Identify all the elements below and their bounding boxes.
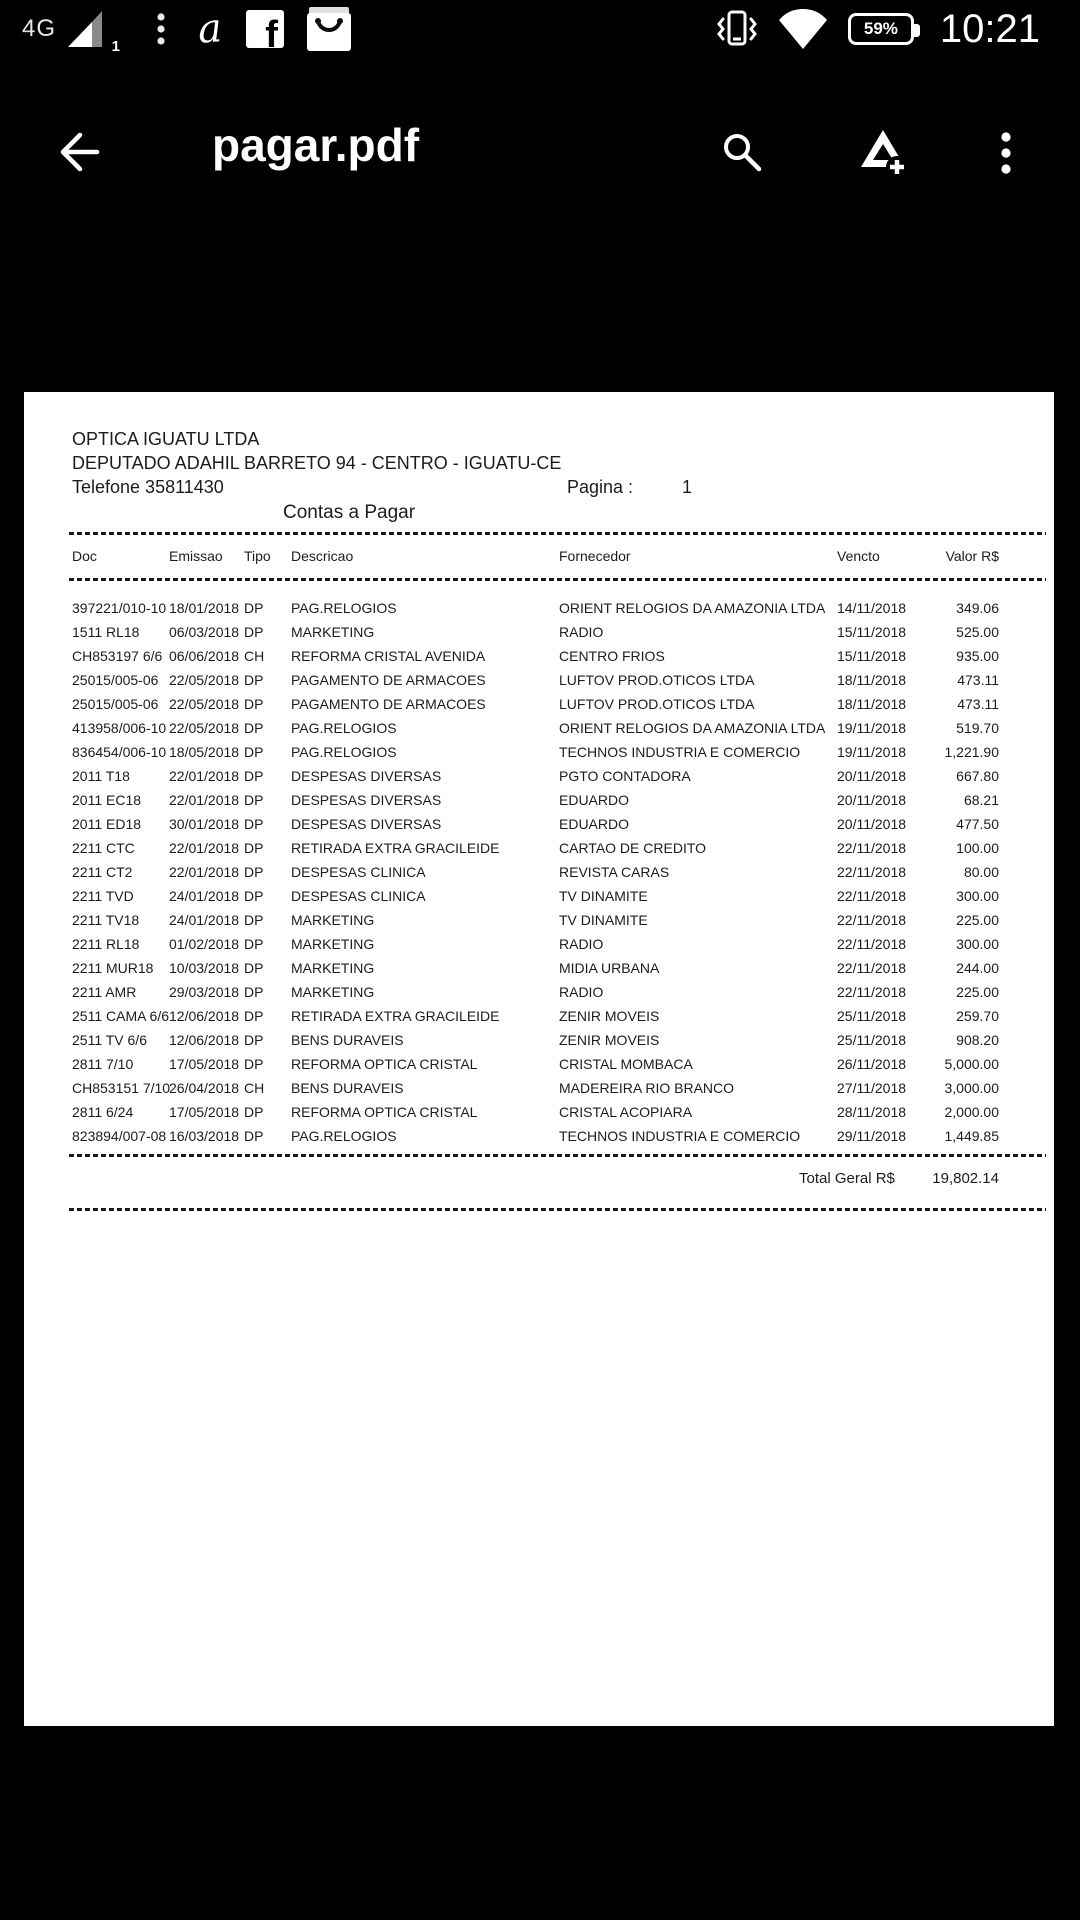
table-row [72, 1124, 999, 1148]
table-cell: 25015/005-06 [72, 696, 159, 712]
table-cell: 22/11/2018 [837, 984, 907, 1000]
table-row [72, 932, 999, 956]
back-arrow-icon [52, 126, 104, 178]
table-cell: 935.00 [956, 648, 999, 664]
table-cell: 22/05/2018 [169, 696, 240, 712]
table-row [72, 668, 999, 692]
table-cell: TECHNOS INDUSTRIA E COMERCIO [559, 1128, 801, 1144]
table-cell: 27/11/2018 [837, 1080, 907, 1096]
table-cell: CH853197 6/6 [72, 648, 163, 664]
table-cell: 25015/005-06 [72, 672, 159, 688]
table-cell: 17/05/2018 [169, 1104, 240, 1120]
column-header-emissao: Emissao [169, 548, 223, 564]
table-cell: RADIO [559, 984, 604, 1000]
table-cell: REFORMA OPTICA CRISTAL [291, 1104, 478, 1120]
table-cell: 29/11/2018 [837, 1128, 907, 1144]
table-cell: 20/11/2018 [837, 816, 907, 832]
table-cell: 259.70 [956, 1008, 999, 1024]
table-cell: 2811 6/24 [72, 1104, 134, 1120]
table-cell: MARKETING [291, 936, 375, 952]
table-cell: BENS DURAVEIS [291, 1080, 404, 1096]
table-cell: 477.50 [956, 816, 999, 832]
table-cell: 2011 T18 [72, 768, 130, 784]
table-cell: REFORMA CRISTAL AVENIDA [291, 648, 486, 664]
table-cell: EDUARDO [559, 816, 630, 832]
table-cell: 68.21 [963, 792, 999, 808]
dashed-divider [69, 1154, 1046, 1157]
report-title: Contas a Pagar [283, 502, 416, 523]
table-cell: 1,221.90 [944, 744, 999, 760]
table-cell: 12/06/2018 [169, 1008, 240, 1024]
vibrate-icon [714, 7, 760, 51]
table-cell: RETIRADA EXTRA GRACILEIDE [291, 1008, 500, 1024]
search-icon [718, 128, 766, 176]
table-row [72, 1028, 999, 1052]
table-cell: 5,000.00 [944, 1056, 999, 1072]
table-cell: CRISTAL MOMBACA [559, 1056, 693, 1072]
table-cell: TV DINAMITE [559, 912, 648, 928]
table-cell: 25/11/2018 [837, 1032, 907, 1048]
table-cell: 22/11/2018 [837, 840, 907, 856]
add-to-drive-button[interactable] [858, 126, 912, 183]
table-cell: MIDIA URBANA [559, 960, 660, 976]
table-cell: 2211 CTC [72, 840, 135, 856]
table-cell: DP [244, 672, 264, 688]
table-cell: 12/06/2018 [169, 1032, 240, 1048]
table-cell: 22/11/2018 [837, 936, 907, 952]
table-cell: 413958/006-10 [72, 720, 167, 736]
table-header-row [72, 548, 999, 564]
table-cell: DESPESAS DIVERSAS [291, 768, 442, 784]
table-cell: 2211 RL18 [72, 936, 140, 952]
table-cell: 2511 CAMA 6/6 [72, 1008, 170, 1024]
table-cell: RADIO [559, 624, 604, 640]
table-cell: 20/11/2018 [837, 768, 907, 784]
total-label: Total Geral R$ [799, 1170, 895, 1187]
table-cell: DP [244, 912, 264, 928]
phone-label: Telefone 35811430 [72, 477, 224, 497]
table-row [72, 980, 999, 1004]
table-cell: 519.70 [956, 720, 999, 736]
table-cell: DESPESAS CLINICA [291, 888, 426, 904]
pdf-page[interactable] [24, 392, 1054, 1726]
table-cell: 667.80 [956, 768, 999, 784]
table-cell: 225.00 [956, 984, 999, 1000]
table-cell: DP [244, 936, 264, 952]
shopping-bag-icon [304, 5, 354, 53]
table-cell: 349.06 [956, 600, 999, 616]
table-cell: MARKETING [291, 624, 375, 640]
table-cell: 26/11/2018 [837, 1056, 907, 1072]
table-cell: ZENIR MOVEIS [559, 1032, 660, 1048]
overflow-menu-button[interactable] [1000, 130, 1012, 179]
table-cell: 20/11/2018 [837, 792, 907, 808]
table-cell: DP [244, 600, 264, 616]
table-cell: ZENIR MOVEIS [559, 1008, 660, 1024]
company-name: OPTICA IGUATU LTDA [72, 429, 260, 449]
table-cell: MARKETING [291, 912, 375, 928]
table-cell: 2211 AMR [72, 984, 137, 1000]
table-cell: DESPESAS CLINICA [291, 864, 426, 880]
table-cell: DP [244, 768, 264, 784]
table-cell: DP [244, 840, 264, 856]
signal-icon [66, 7, 121, 55]
table-cell: PAG.RELOGIOS [291, 720, 397, 736]
table-row [72, 836, 999, 860]
table-row [72, 740, 999, 764]
overflow-menu-icon [1000, 130, 1012, 176]
table-cell: EDUARDO [559, 792, 630, 808]
battery-percent-label: 59% [863, 19, 898, 38]
table-row [72, 1100, 999, 1124]
clock-label: 10:21 [939, 6, 1040, 51]
table-cell: TV DINAMITE [559, 888, 648, 904]
table-cell: 2,000.00 [944, 1104, 999, 1120]
phone-line [72, 476, 693, 498]
table-row [72, 644, 999, 668]
table-cell: DP [244, 744, 264, 760]
table-cell: DP [244, 696, 264, 712]
page-number: 1 [682, 477, 693, 497]
total-value: 19,802.14 [932, 1170, 999, 1187]
table-cell: 26/04/2018 [169, 1080, 240, 1096]
table-cell: 22/01/2018 [169, 840, 240, 856]
table-cell: 17/05/2018 [169, 1056, 240, 1072]
table-cell: 19/11/2018 [837, 744, 907, 760]
table-cell: 2211 CT2 [72, 864, 133, 880]
table-cell: 22/05/2018 [169, 672, 240, 688]
column-header-tipo: Tipo [244, 548, 271, 564]
table-cell: 1,449.85 [944, 1128, 999, 1144]
table-cell: PAGAMENTO DE ARMACOES [291, 672, 486, 688]
table-cell: 18/05/2018 [169, 744, 240, 760]
table-cell: BENS DURAVEIS [291, 1032, 404, 1048]
table-cell: RADIO [559, 936, 604, 952]
search-button[interactable] [718, 128, 766, 179]
table-cell: 24/01/2018 [169, 888, 240, 904]
table-cell: 22/01/2018 [169, 864, 240, 880]
table-cell: REFORMA OPTICA CRISTAL [291, 1056, 478, 1072]
table-cell: DP [244, 624, 264, 640]
table-cell: 1511 RL18 [72, 624, 140, 640]
table-row [72, 1076, 999, 1100]
table-cell: 2211 TV18 [72, 912, 140, 928]
table-cell: 01/02/2018 [169, 936, 240, 952]
table-cell: LUFTOV PROD.OTICOS LTDA [559, 696, 755, 712]
table-cell: 225.00 [956, 912, 999, 928]
table-cell: 15/11/2018 [837, 648, 907, 664]
table-cell: 300.00 [956, 888, 999, 904]
page-label: Pagina : [567, 477, 634, 497]
table-row [72, 1052, 999, 1076]
table-cell: CENTRO FRIOS [559, 648, 665, 664]
table-cell: 823894/007-08 [72, 1128, 167, 1144]
table-cell: MARKETING [291, 960, 375, 976]
table-cell: 2811 7/10 [72, 1056, 134, 1072]
table-cell: DP [244, 888, 264, 904]
table-cell: 30/01/2018 [169, 816, 240, 832]
table-cell: 2511 TV 6/6 [72, 1032, 147, 1048]
table-cell: 22/01/2018 [169, 768, 240, 784]
facebook-icon: f [246, 10, 284, 48]
table-body [72, 596, 999, 1148]
table-cell: 28/11/2018 [837, 1104, 907, 1120]
table-cell: 22/11/2018 [837, 888, 907, 904]
table-cell: DP [244, 1056, 264, 1072]
table-cell: PGTO CONTADORA [559, 768, 691, 784]
table-row [72, 764, 999, 788]
app-toolbar [0, 90, 1080, 220]
table-row [72, 692, 999, 716]
table-cell: 10/03/2018 [169, 960, 240, 976]
table-cell: DP [244, 792, 264, 808]
table-cell: PAGAMENTO DE ARMACOES [291, 696, 486, 712]
table-cell: 14/11/2018 [837, 600, 907, 616]
table-cell: 397221/010-10 [72, 600, 167, 616]
table-cell: 22/05/2018 [169, 720, 240, 736]
table-cell: DP [244, 720, 264, 736]
table-cell: 3,000.00 [944, 1080, 999, 1096]
dashed-divider [69, 1208, 1046, 1211]
table-cell: DP [244, 864, 264, 880]
table-cell: 2211 MUR18 [72, 960, 154, 976]
table-row [72, 956, 999, 980]
table-cell: 525.00 [956, 624, 999, 640]
table-cell: 2011 EC18 [72, 792, 142, 808]
wifi-icon [776, 8, 830, 50]
table-cell: 100.00 [956, 840, 999, 856]
table-cell: 22/11/2018 [837, 960, 907, 976]
table-cell: 18/11/2018 [837, 672, 907, 688]
table-cell: DP [244, 984, 264, 1000]
table-cell: 15/11/2018 [837, 624, 907, 640]
column-header-valor: Valor R$ [945, 548, 999, 564]
network-type-label: 4G [22, 15, 57, 42]
table-cell: DP [244, 1104, 264, 1120]
column-header-doc: Doc [72, 548, 97, 564]
document-title: pagar.pdf [212, 119, 420, 171]
table-cell: CH [244, 1080, 265, 1096]
table-cell: 300.00 [956, 936, 999, 952]
table-cell: DESPESAS DIVERSAS [291, 816, 442, 832]
table-cell: MARKETING [291, 984, 375, 1000]
table-cell: 24/01/2018 [169, 912, 240, 928]
table-cell: DP [244, 816, 264, 832]
table-cell: 25/11/2018 [837, 1008, 907, 1024]
table-cell: CH [244, 648, 265, 664]
table-cell: 29/03/2018 [169, 984, 240, 1000]
table-cell: PAG.RELOGIOS [291, 1128, 397, 1144]
table-cell: PAG.RELOGIOS [291, 744, 397, 760]
table-cell: 2211 TVD [72, 888, 134, 904]
column-header-descricao: Descricao [291, 548, 354, 564]
table-cell: TECHNOS INDUSTRIA E COMERCIO [559, 744, 801, 760]
table-cell: DESPESAS DIVERSAS [291, 792, 442, 808]
table-cell: 18/11/2018 [837, 696, 907, 712]
table-cell: PAG.RELOGIOS [291, 600, 397, 616]
back-button[interactable] [52, 126, 104, 181]
table-cell: 836454/006-10 [72, 744, 167, 760]
table-row [72, 812, 999, 836]
table-row [72, 1004, 999, 1028]
table-cell: 16/03/2018 [169, 1128, 240, 1144]
table-cell: 908.20 [956, 1032, 999, 1048]
table-cell: 22/01/2018 [169, 792, 240, 808]
table-row [72, 620, 999, 644]
dashed-divider [69, 532, 1046, 535]
table-cell: ORIENT RELOGIOS DA AMAZONIA LTDA [559, 720, 826, 736]
table-cell: DP [244, 960, 264, 976]
table-cell: MADEREIRA RIO BRANCO [559, 1080, 735, 1096]
signal-sim-badge: 1 [111, 38, 121, 55]
table-cell: 06/06/2018 [169, 648, 240, 664]
table-cell: DP [244, 1032, 264, 1048]
table-row [72, 884, 999, 908]
table-cell: 19/11/2018 [837, 720, 907, 736]
table-cell: 22/11/2018 [837, 912, 907, 928]
table-cell: CARTAO DE CREDITO [559, 840, 707, 856]
table-cell: ORIENT RELOGIOS DA AMAZONIA LTDA [559, 600, 826, 616]
column-header-fornecedor: Fornecedor [559, 548, 631, 564]
status-bar-left [22, 5, 354, 53]
notification-dots-icon [156, 12, 166, 46]
table-cell: 80.00 [963, 864, 999, 880]
table-row [72, 716, 999, 740]
table-cell: DP [244, 1008, 264, 1024]
battery-icon [848, 13, 914, 45]
aliexpress-icon: a [196, 5, 224, 53]
table-cell: 22/11/2018 [837, 864, 907, 880]
table-cell: LUFTOV PROD.OTICOS LTDA [559, 672, 755, 688]
table-cell: CH853151 7/10 [72, 1080, 171, 1096]
drive-add-icon [858, 126, 912, 180]
table-row [72, 908, 999, 932]
table-cell: 473.11 [957, 696, 999, 712]
status-bar-right [714, 7, 1040, 52]
dashed-divider [69, 578, 1046, 581]
table-row [72, 860, 999, 884]
table-cell: REVISTA CARAS [559, 864, 670, 880]
table-cell: 473.11 [957, 672, 999, 688]
table-cell: 244.00 [956, 960, 999, 976]
table-cell: RETIRADA EXTRA GRACILEIDE [291, 840, 500, 856]
company-address: DEPUTADO ADAHIL BARRETO 94 - CENTRO - IGUATU-CE [72, 453, 562, 473]
column-header-vencto: Vencto [837, 548, 880, 564]
table-row [72, 596, 999, 620]
table-cell: 18/01/2018 [169, 600, 240, 616]
table-row [72, 788, 999, 812]
table-cell: 2011 ED18 [72, 816, 142, 832]
table-cell: DP [244, 1128, 264, 1144]
table-cell: 06/03/2018 [169, 624, 240, 640]
status-bar [0, 0, 1080, 58]
table-cell: CRISTAL ACOPIARA [559, 1104, 693, 1120]
